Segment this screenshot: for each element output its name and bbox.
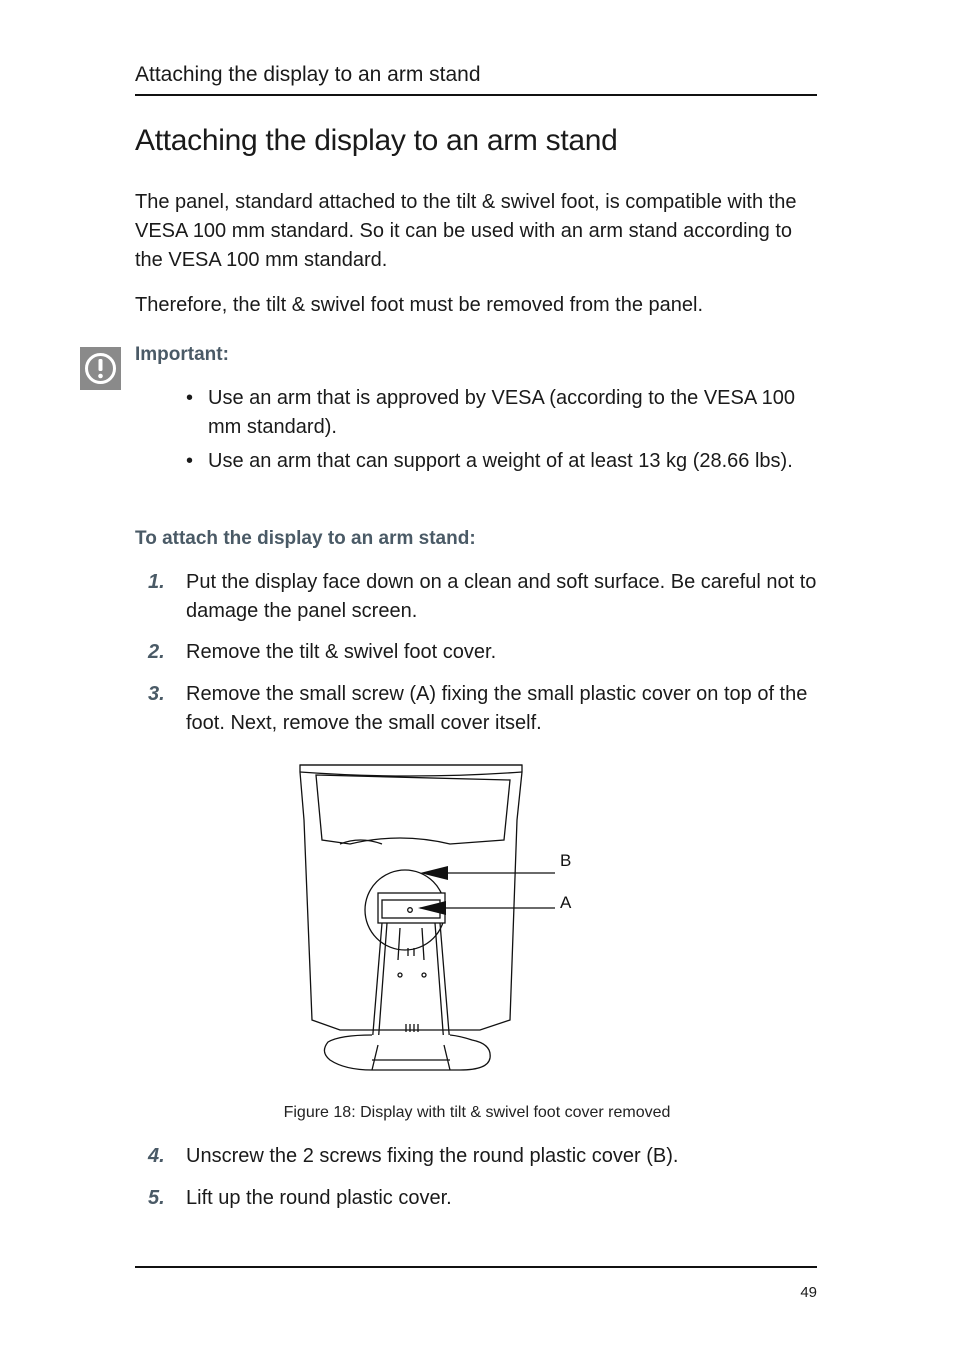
step-item [148, 1142, 818, 1171]
callout-label-b: B [560, 851, 572, 870]
procedure-heading: To attach the display to an arm stand: [135, 528, 476, 549]
page-title: Attaching the display to an arm stand [135, 124, 618, 157]
running-header: Attaching the display to an arm stand [135, 60, 817, 96]
step-number: 2. [148, 641, 165, 663]
step-text: Put the display face down on a clean and soft surface. Be careful not to damage the panel screen. [186, 571, 817, 622]
figure-display-rear [290, 760, 590, 1080]
bullet-item [186, 447, 816, 476]
important-label: Important: [135, 344, 229, 365]
footer-rule [135, 1266, 817, 1268]
intro-paragraph-1: The panel, standard attached to the tilt & swivel foot, is compatible with the VESA 100 mm standard. So it can be used with an arm stand according to the VESA 100 mm standard. [135, 191, 797, 271]
step-text: Remove the small screw (A) fixing the small plastic cover on top of the foot. Next, remove the small cover itself. [186, 683, 808, 734]
step-text: Lift up the round plastic cover. [186, 1187, 452, 1209]
bullet-dot: • [186, 450, 194, 472]
step-item [148, 680, 818, 738]
step-number: 5. [148, 1187, 165, 1209]
display-rear-illustration [290, 760, 590, 1080]
step-item [148, 1184, 818, 1213]
step-number: 1. [148, 571, 165, 593]
intro-paragraph-2: Therefore, the tilt & swivel foot must be removed from the panel. [135, 294, 704, 316]
step-text: Unscrew the 2 screws fixing the round plastic cover (B). [186, 1145, 679, 1167]
callout-label-a: A [560, 893, 572, 912]
step-item [148, 638, 818, 667]
important-notice-icon [80, 347, 121, 390]
step-number: 4. [148, 1145, 165, 1167]
page-number: 49 [800, 1284, 817, 1301]
bullet-text: Use an arm that is approved by VESA (according to the VESA 100 mm standard). [208, 387, 796, 438]
step-number: 3. [148, 683, 165, 705]
bullet-item [186, 384, 816, 442]
step-text: Remove the tilt & swivel foot cover. [186, 641, 497, 663]
bullet-text: Use an arm that can support a weight of at least 13 kg (28.66 lbs). [208, 450, 793, 472]
bullet-dot: • [186, 387, 194, 409]
step-item [148, 568, 818, 626]
figure-caption: Figure 18: Display with tilt & swivel foot cover removed [283, 1104, 671, 1121]
